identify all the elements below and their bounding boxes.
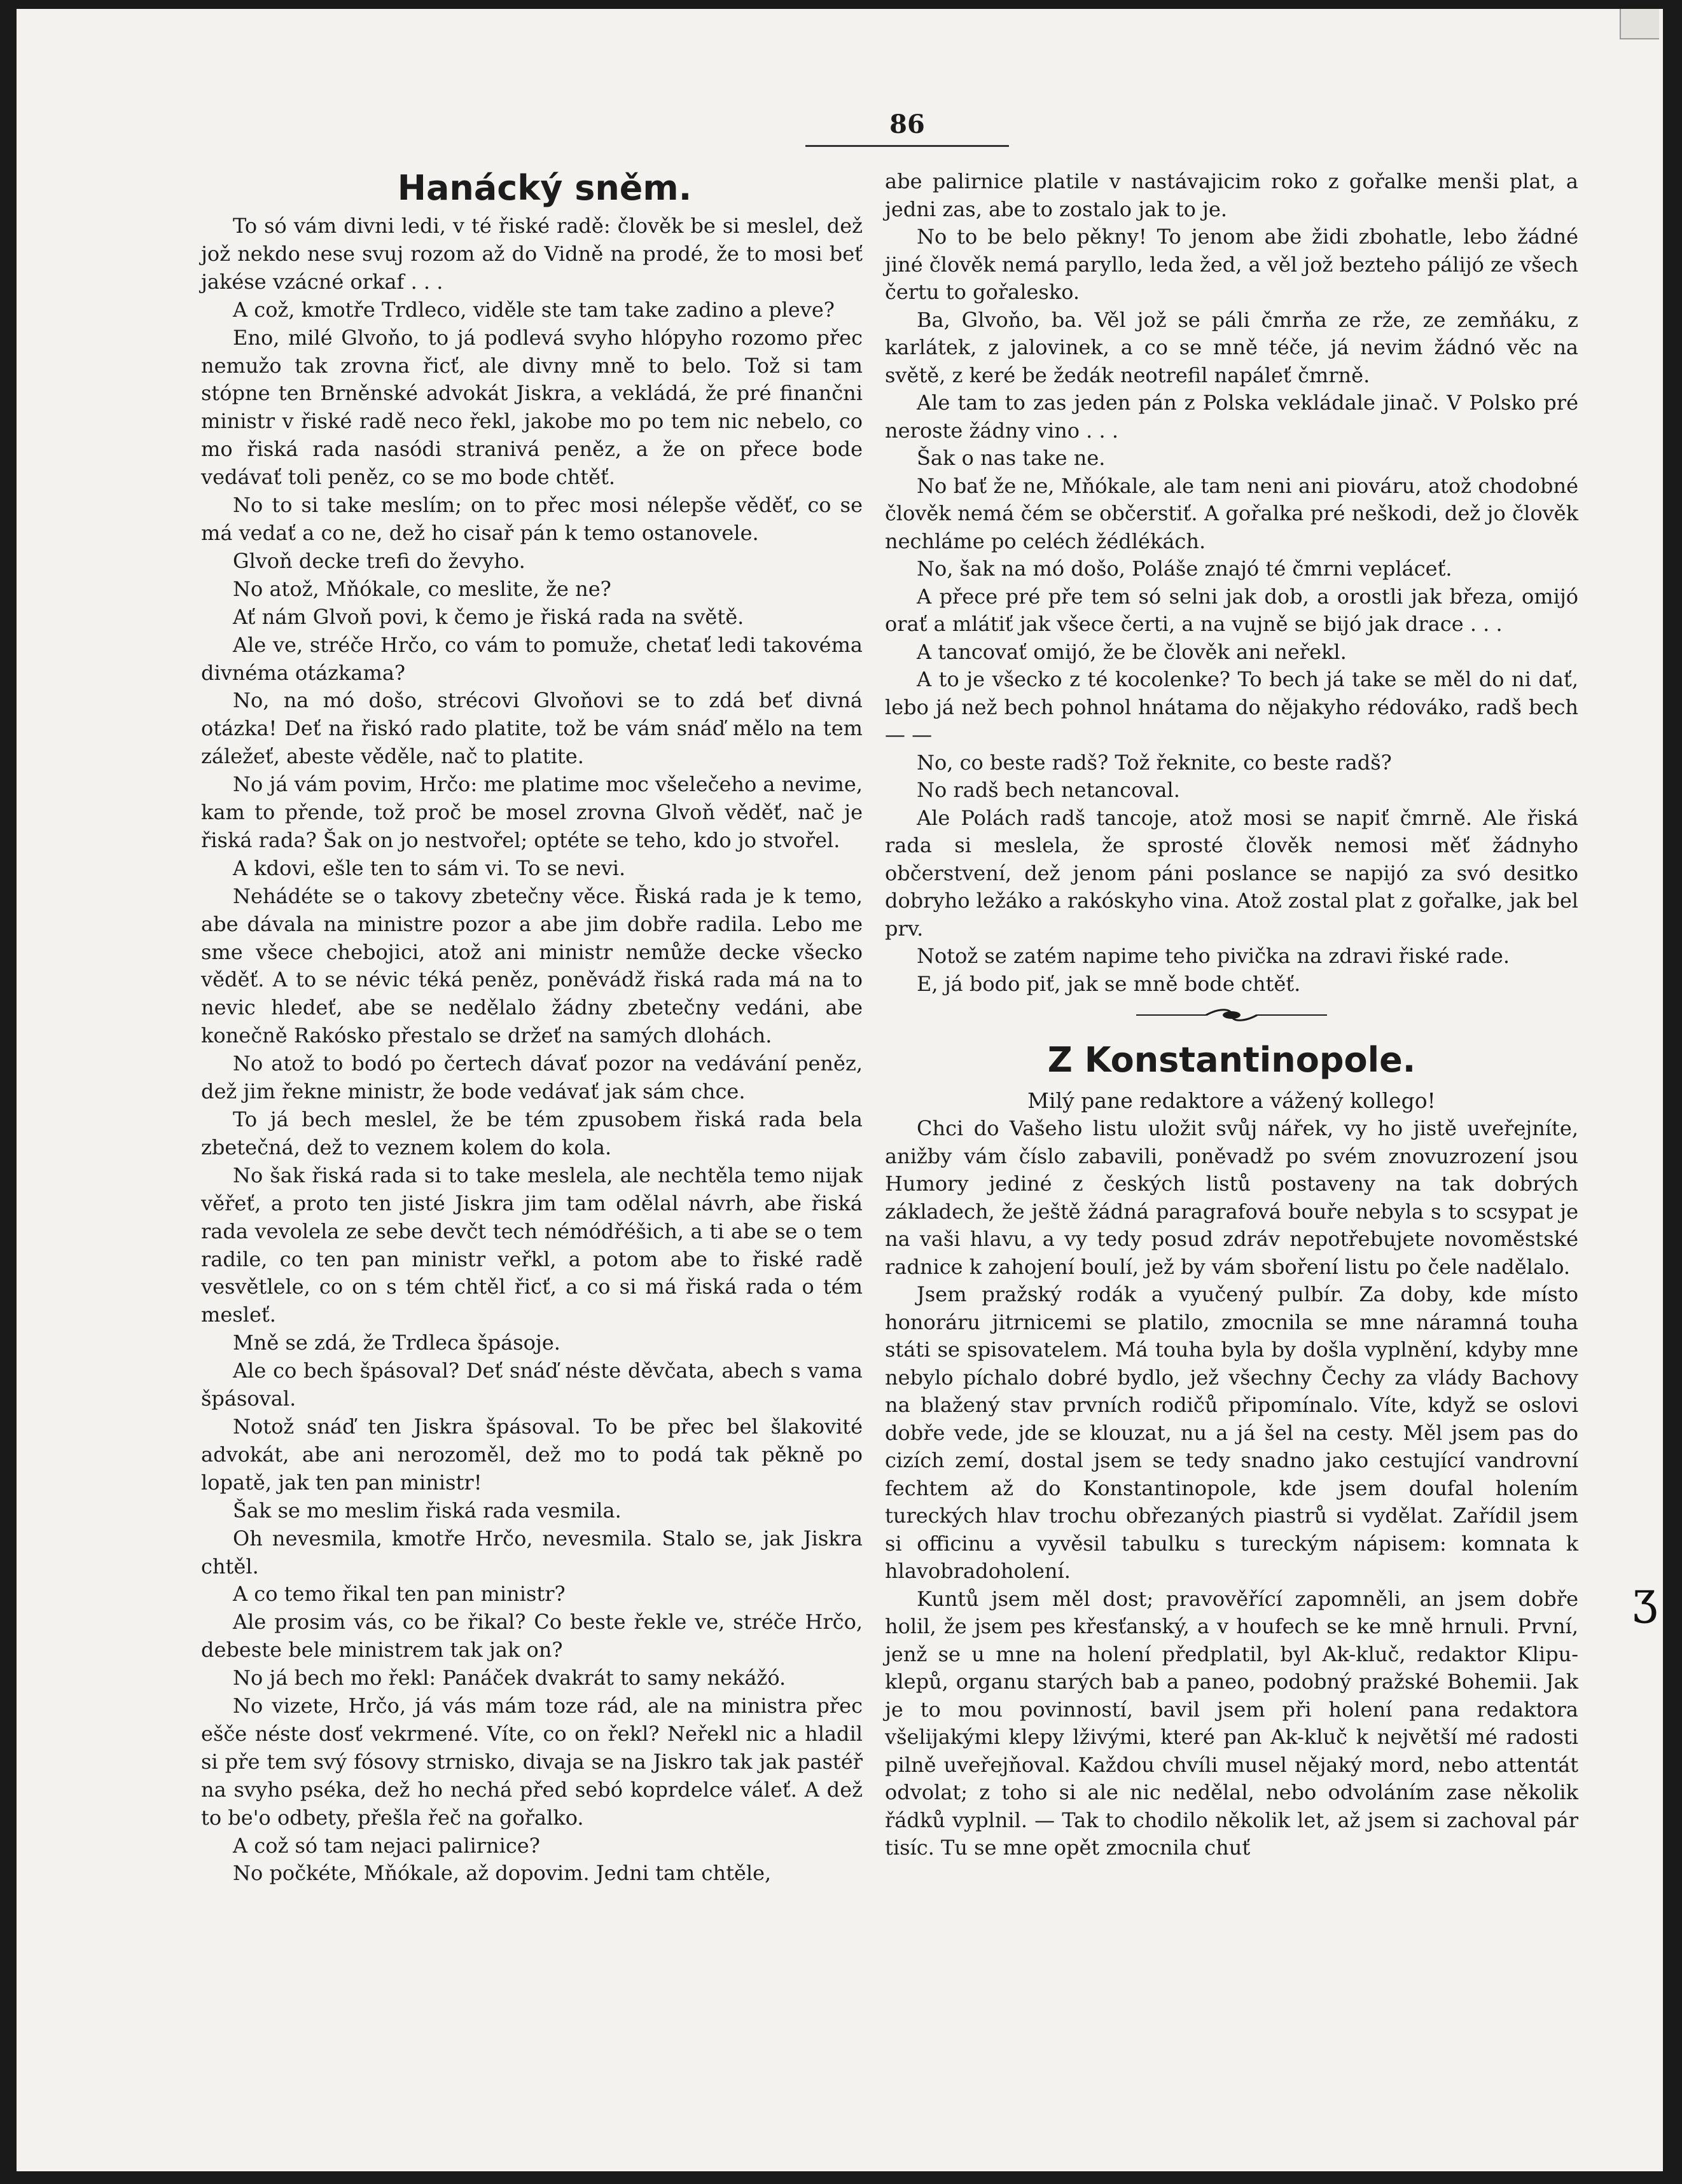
paragraph: Ba, Glvoňo, ba. Věl jož se páli čmrňa ze rže, ze zemňáku, z karlátek, z jalovinek, a co se mně téče, já nevim žádnó věc na světě, z keré be žedák neotrefil napáleť čmrně. <box>885 307 1578 387</box>
paragraph: Ale co bech špásoval? Deť snáď néste děvčata, abech s vama špásoval. <box>201 1358 863 1411</box>
paragraph: No, co beste radš? Tož řeknite, co beste radš? <box>917 750 1392 775</box>
right-article-continuation <box>885 168 1578 998</box>
paragraph: A což, kmotře Trdleco, viděle ste tam take zadino a pleve? <box>233 297 835 322</box>
article-title-hanacky-snem: Hanácký sněm. <box>397 168 692 208</box>
paragraph: Kuntů jsem měl dost; pravověřící zapomněli, an jsem dobře holil, že jsem pes křesťanský, a v houfech se ke mně hrnuli. První, jenž se u mne na holení předplatil, byl Ak-kluč, redaktor Klipu-klepů, organu starých bab a paneo, podobný pražské Bohemii. Jak je to mou povinností, bavil jsem při holení pana redaktora všelijakými klepy lživými, které pan Ak-kluč k největší mé radosti pilně uveřejňoval. Každou chvíli musel nějaký mord, nebo attentát odvolat; z toho si ale nic nedělal, nebo odvoláním zase několik řádků vyplnil. — Tak to chodilo několik let, až jsem si zachoval pár tisíc. Tu se mne opět zmocnila chuť <box>885 1586 1578 1860</box>
paragraph: Chci do Vašeho listu uložit svůj nářek, vy ho jistě uveřejníte, anižby vám číslo zabavili, poněvadž po svém znovuzrození jsou Humory jediné z českých listů postaveny na tak dobrých základech, že ještě žádná paragrafová bouře nebyla s to scsypat je na vaši hlavu, a vy tedy posud zdráv nepotřebujete novoměstské radnice k zahojení boulí, jež by vám sboření listu po čele nadělalo. <box>885 1116 1578 1279</box>
page-number: 86 <box>889 109 925 139</box>
paragraph: Nehádéte se o takovy zbetečny věce. Řiská rada je k temo, abe dávala na ministre pozor a abe jim dobře radila. Lebo me sme všece chebojici, atož ani ministr nemůže decke všecko věděť. A to se névic téká peněz, poněvádž řiská rada má na to nevic hledeť, abe se nedělalo žádny zbetečny vedáni, abe konečně Rakósko přestalo se držeť na samých dlohách. <box>201 883 863 1048</box>
paragraph: Ale prosim vás, co be řikal? Co beste řekle ve, stréče Hrčo, debeste bele ministrem tak jak on? <box>201 1610 863 1662</box>
paragraph: Eno, milé Glvoňo, to já podlevá svyho hlópyho rozomo přec nemužo tak zrovna řicť, ale divny mně to belo. Tož si tam stópne ten Brněnské advokát Jiskra, a vekládá, že pré finančni ministr v řiské radě neco řekl, jakobe mo po tem nic nebelo, co mo řiská rada nasódi stranivá peněz, a že on přece bode vedávať toli peněz, co se mo bode chtěť. <box>201 325 863 490</box>
paragraph: Oh nevesmila, kmotře Hrčo, nevesmila. Stalo se, jak Jiskra chtěl. <box>201 1526 863 1579</box>
paragraph: No, na mó došo, strécovi Glvoňovi se to zdá beť divná otázka! Deť na řiskó rado platite, tož be vám snáď mělo na tem záležeť, abeste věděle, nač to platite. <box>201 688 863 769</box>
margin-pencil-mark: ʒ <box>1632 1572 1658 1624</box>
ornamental-divider <box>1136 1007 1327 1023</box>
paragraph: Notož se zatém napime teho pivička na zdravi řiské rade. <box>917 944 1510 968</box>
page-number-rule <box>805 145 1009 147</box>
paragraph: Ať nám Glvoň povi, k čemo je řiská rada na světě. <box>233 604 744 629</box>
paragraph: A co temo řikal ten pan ministr? <box>233 1582 566 1607</box>
article-title-z-konstantinopole: Z Konstantinopole. <box>1047 1040 1416 1080</box>
paragraph: No já vám povim, Hrčo: me platime moc všelečeho a nevime, kam to přende, tož proč be mosel zrovna Glvoň věděť, nač je řiská rada? Šak on jo nestvořel; optéte se teho, kdo jo stvořel. <box>201 772 863 852</box>
newspaper-page <box>17 9 1663 2171</box>
paragraph: Ale Polách radš tancoje, atož mosi se napiť čmrně. Ale řiská rada si meslela, že sprosté člověk nemosi měť žádnyho občerstvení, dež jenom páni poslance se napijó za svó desitko dobryho ležáko a rakóskyho vina. Atož zostal plat z gořalke, jak bel prv. <box>885 805 1578 941</box>
paragraph: No atož, Mňókale, co meslite, že ne? <box>233 576 611 601</box>
page-corner-mark <box>1620 9 1659 39</box>
paragraph: A což só tam nejaci palirnice? <box>233 1833 540 1858</box>
paragraph: Notož snáď ten Jiskra špásoval. To be přec bel šlakovité advokát, abe ani nerozoměl, dež mo to podá tak pěkně po lopatě, jak ten pan ministr! <box>201 1414 863 1495</box>
paragraph: To só vám divni ledi, v té řiské radě: člověk be si meslel, dež jož nekdo nese svuj rozom až do Vidně na prodé, že to mosi beť jakése vzácné orkaf . . . <box>201 214 863 294</box>
paragraph: A to je všecko z té kocolenke? To bech já take se měl do ni dať, lebo já než bech pohnol hnátama do nějakyho rédováko, radš bech — — <box>885 667 1578 747</box>
letter-salutation: Milý pane redaktore a vážený kollego! <box>1027 1088 1436 1113</box>
paragraph: Mně se zdá, že Trdleca špásoje. <box>233 1330 560 1355</box>
right-column <box>885 168 1578 1862</box>
paragraph: To já bech meslel, že be tém zpusobem řiská rada bela zbetečná, dež to veznem kolem do kola. <box>201 1107 863 1159</box>
paragraph: Ale ve, stréče Hrčo, co vám to pomuže, chetať ledi takovéma divnéma otázkama? <box>201 632 863 685</box>
paragraph: No já bech mo řekl: Panáček dvakrát to samy nekážó. <box>233 1666 786 1690</box>
paragraph: Jsem pražský rodák a vyučený pulbír. Za doby, kde místo honoráru jitrnicemi se platilo, zmocnila se mne náramná touha státi se spisovatelem. Má touha byla by došla vyplnění, kdyby mne nebylo píchalo dobré bydlo, jež všechny Čechy za vlády Bachovy na blažený stav prvních rodičů připomínalo. Víte, když se oslovi dobře vede, jde se klouzat, nu a já šel na cesty. Měl jsem pas do cizích zemí, dostal jsem se tedy snadno jako cestující vandrovní fechtem až do Konstantinopole, kde jsem doufal holením tureckých hlav trochu obřezaných piastrů si vydělat. Zařídil jsem si officinu a vyvěsil tabulku s tureckým nápisem: komnata k hlavobradoholení. <box>885 1282 1578 1583</box>
paragraph: A tancovať omijó, že be člověk ani neřekl. <box>917 639 1347 664</box>
paragraph: Glvoň decke trefi do ževyho. <box>233 548 525 573</box>
paragraph: No vizete, Hrčo, já vás mám toze rád, ale na ministra přec ešče néste dosť vekrmené. Víte, co on řekl? Neřekl nic a hladil si pře tem svý fósovy strnisko, divaja se na Jiskro tak jak pastéř na svyho pséka, dež ho nechá před sebó koprdelce váleť. A dež to be'o odbety, přešla řeč na gořalko. <box>201 1694 863 1830</box>
paragraph: No to be belo pěkny! To jenom abe židi zbohatle, lebo žádné jiné člověk nemá paryllo, leda žed, a věl jož bezteho pálijó ze všech čertu to gořalesko. <box>885 225 1578 304</box>
paragraph: No to si take meslím; on to přec mosi nélepše věděť, co se má vedať a co ne, dež ho cisař pán k temo ostanovele. <box>201 493 863 545</box>
paragraph: A kdovi, ešle ten to sám vi. To se nevi. <box>233 855 626 880</box>
paragraph: No, šak na mó došo, Poláše znajó té čmrni vepláceť. <box>917 556 1452 581</box>
paragraph: No bať že ne, Mňókale, ale tam neni ani piováru, atož chodobné člověk nemá čém se občerstiť. A gořalka pré neškodi, dež jo člověk nechláme po celéch žédlékách. <box>885 473 1578 553</box>
paragraph: abe palirnice platile v nastávajicim roko z gořalke menši plat, a jedni zas, abe to zostalo jak to je. <box>885 169 1578 221</box>
paragraph: No šak řiská rada si to take meslela, ale nechtěla temo nijak věřeť, a proto ten jisté Jiskra jim tam odělal návrh, abe řiská rada vevolela ze sebe devčt tech némódřéšich, a ti abe se o tem radile, co ten pan ministr veřkl, a potom abe to řiské radě vesvětlele, co on s tém chtěl řicť, a co si má řiská rada o tém mesleť. <box>201 1163 863 1327</box>
paragraph: No radš bech netancoval. <box>917 778 1180 802</box>
left-article-body <box>201 212 863 1888</box>
paragraph: E, já bodo piť, jak se mně bode chtěť. <box>917 971 1301 996</box>
paragraph: No počkéte, Mňókale, až dopovim. Jedni tam chtěle, <box>233 1861 772 1886</box>
paragraph: Šak se mo meslim řiská rada vesmila. <box>233 1498 622 1523</box>
right-article-body <box>885 1115 1578 1862</box>
paragraph: Ale tam to zas jeden pán z Polska vekládale jinač. V Polsko pré neroste žádny vino . . . <box>885 390 1578 443</box>
paragraph: Šak o nas take ne. <box>917 446 1106 470</box>
paragraph: A přece pré pře tem só selni jak dob, a orostli jak březa, omijó orať a mlátiť jak všece čerti, a na vujně se bijó jak drace . . . <box>885 584 1578 636</box>
left-column <box>201 168 863 1888</box>
paragraph: No atož to bodó po čertech dávať pozor na vedávání peněz, dež jim řekne ministr, že bode vedávať jak sám chce. <box>201 1051 863 1104</box>
